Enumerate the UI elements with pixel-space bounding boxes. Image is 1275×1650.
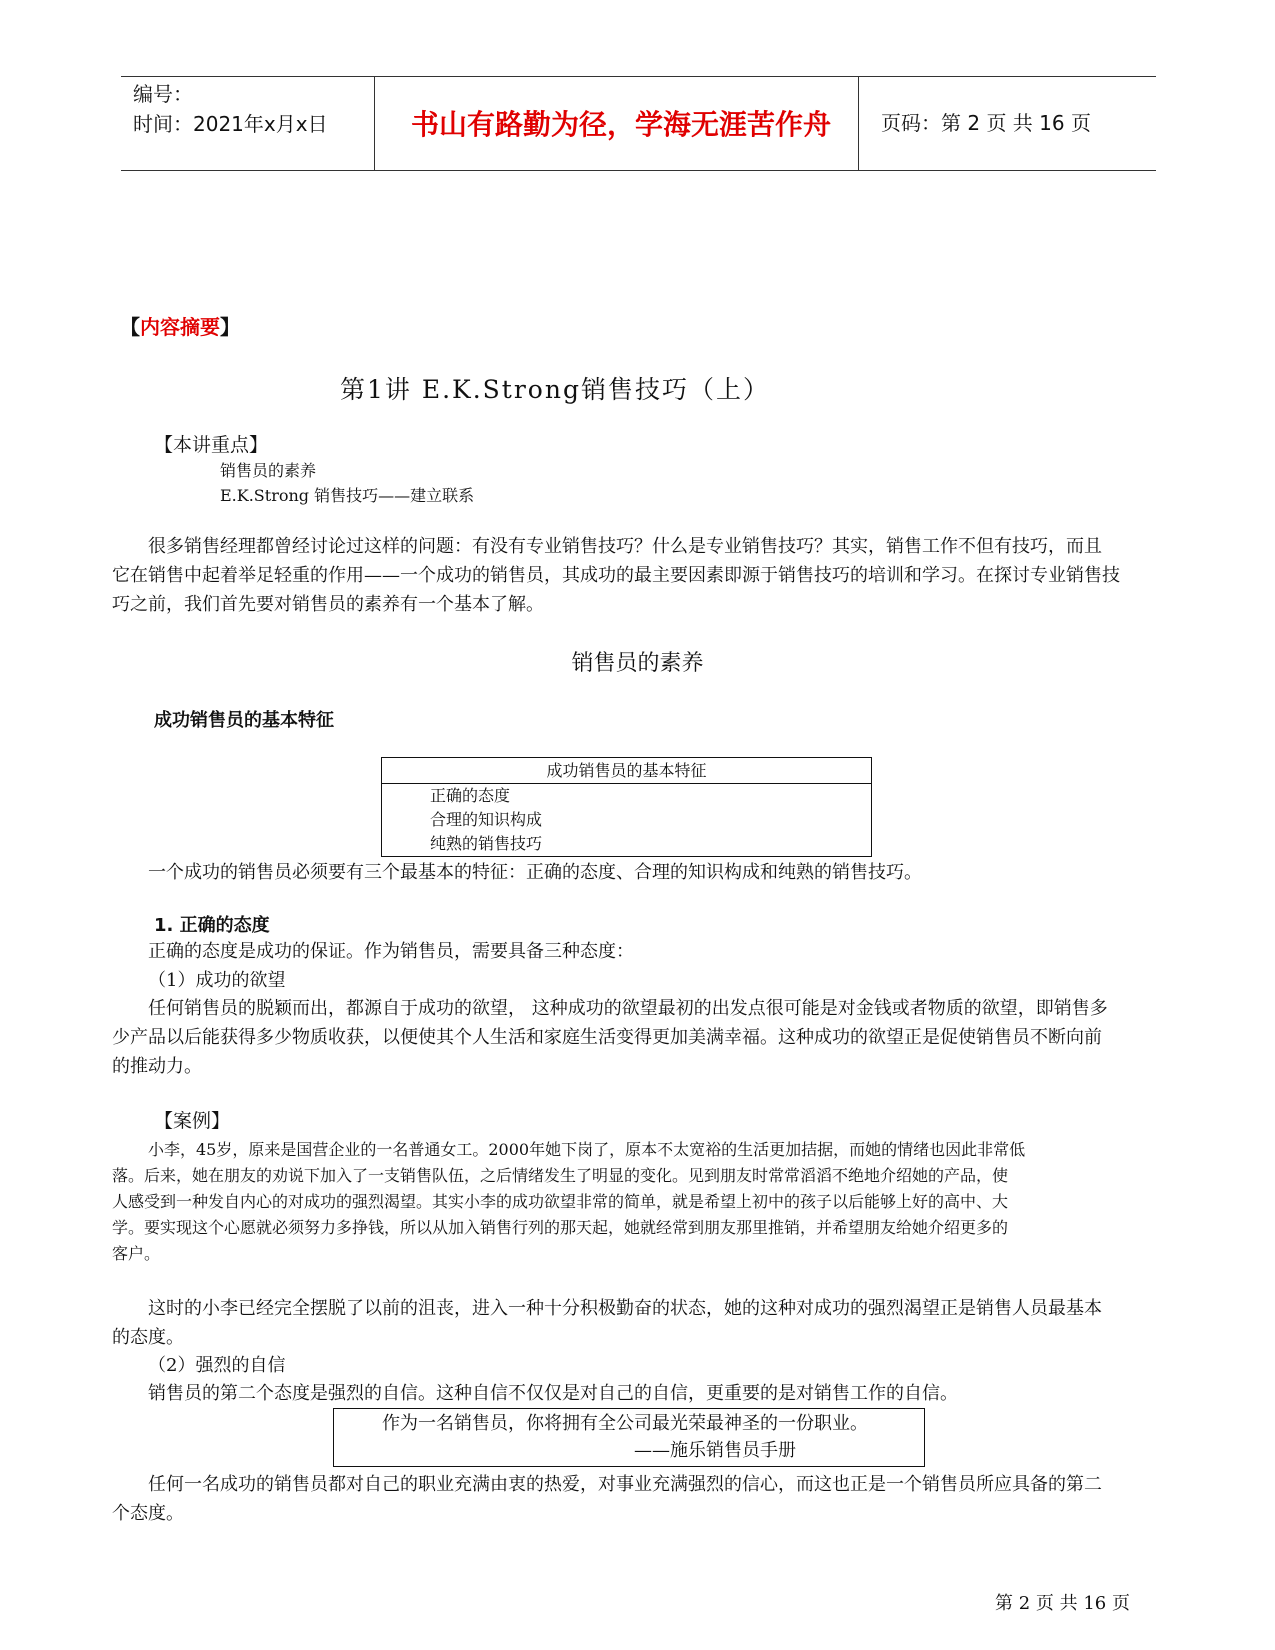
closing-line: 任何一名成功的销售员都对自己的职业充满由衷的热爱，对事业充满强烈的信心，而这也正是一个销售员所应具备的第二 xyxy=(148,1474,1102,1495)
desire-line: 任何销售员的脱颖而出，都源自于成功的欲望， 这种成功的欲望最初的出发点很可能是对金钱或者物质的欲望，即销售多 xyxy=(148,998,1108,1019)
desire-line: 的推动力。 xyxy=(112,1056,202,1077)
header-motto: 书山有路勤为径，学海无涯苦作舟 xyxy=(410,108,831,141)
header-divider xyxy=(374,77,375,170)
subsection-title: 成功销售员的基本特征 xyxy=(154,710,334,731)
header-time: 时间：2021年x月x日 xyxy=(133,112,328,136)
header-meta xyxy=(133,79,328,139)
intro-line: 巧之前，我们首先要对销售员的素养有一个基本了解。 xyxy=(112,594,544,615)
after-case-line: 的态度。 xyxy=(112,1327,184,1348)
focus-heading: 【本讲重点】 xyxy=(154,434,269,456)
case-line: 学。要实现这个心愿就必须努力多挣钱，所以从加入销售行列的那天起，她就经常到朋友那里推销，并希望朋友给她介绍更多的 xyxy=(112,1218,1009,1237)
case-line: 人感受到一种发自内心的对成功的强烈渴望。其实小李的成功欲望非常的简单，就是希望上初中的孩子以后能够上好的高中、大 xyxy=(112,1192,1009,1211)
section-title: 销售员的素养 xyxy=(571,651,704,676)
traits-box-item: 合理的知识构成 xyxy=(430,810,543,829)
quote-text: 作为一名销售员，你将拥有全公司最光荣最神圣的一份职业。 xyxy=(382,1413,868,1434)
closing-line: 个态度。 xyxy=(112,1503,184,1524)
after-case-line: 这时的小李已经完全摆脱了以前的沮丧，进入一种十分积极勤奋的状态，她的这种对成功的强烈渴望正是销售人员最基本 xyxy=(148,1298,1102,1319)
intro-line: 它在销售中起着举足轻重的作用——一个成功的销售员，其成功的最主要因素即源于销售技巧的培训和学习。在探讨专业销售技 xyxy=(112,565,1120,586)
attitude-item-2: （2）强烈的自信 xyxy=(148,1355,286,1376)
traits-box-item: 正确的态度 xyxy=(430,786,511,805)
focus-item: 销售员的素养 xyxy=(220,461,317,480)
traits-box xyxy=(381,757,872,857)
header-number: 编号： xyxy=(133,82,193,106)
attitude-item-1: （1）成功的欲望 xyxy=(148,970,286,991)
header-page-number: 页码：第 2 页 共 16 页 xyxy=(881,111,1091,135)
quote-source: ——施乐销售员手册 xyxy=(634,1440,796,1461)
case-line: 客户。 xyxy=(112,1244,161,1263)
case-line: 落。后来，她在朋友的劝说下加入了一支销售队伍，之后情绪发生了明显的变化。见到朋友时常常滔滔不绝地介绍她的产品，使 xyxy=(112,1166,1009,1185)
focus-item: E.K.Strong 销售技巧——建立联系 xyxy=(220,486,475,505)
abstract-heading-text: 内容摘要 xyxy=(140,315,220,339)
traits-box-item: 纯熟的销售技巧 xyxy=(430,834,543,853)
abstract-heading: 【内容摘要】 xyxy=(120,315,240,339)
traits-summary: 一个成功的销售员必须要有三个最基本的特征：正确的态度、合理的知识构成和纯熟的销售技巧。 xyxy=(148,862,922,883)
page-footer: 第 2 页 共 16 页 xyxy=(995,1593,1130,1614)
case-heading: 【案例】 xyxy=(154,1110,231,1132)
traits-box-heading: 成功销售员的基本特征 xyxy=(382,758,871,784)
attitude-intro: 正确的态度是成功的保证。作为销售员，需要具备三种态度： xyxy=(148,941,634,962)
confidence-intro: 销售员的第二个态度是强烈的自信。这种自信不仅仅是对自己的自信，更重要的是对销售工作的自信。 xyxy=(148,1383,958,1404)
header-divider xyxy=(858,77,859,170)
lecture-title: 第1讲 E.K.Strong销售技巧（上） xyxy=(340,375,770,404)
case-line: 小李，45岁，原来是国营企业的一名普通女工。2000年她下岗了，原本不太宽裕的生活更加拮据，而她的情绪也因此非常低 xyxy=(148,1140,1026,1159)
intro-line: 很多销售经理都曾经讨论过这样的问题：有没有专业销售技巧？什么是专业销售技巧？其实，销售工作不但有技巧，而且 xyxy=(148,536,1102,557)
page-header xyxy=(121,76,1156,171)
desire-line: 少产品以后能获得多少物质收获，以便使其个人生活和家庭生活变得更加美满幸福。这种成功的欲望正是促使销售员不断向前 xyxy=(112,1027,1102,1048)
attitude-heading: 1. 正确的态度 xyxy=(154,915,270,936)
quote-box xyxy=(333,1408,925,1467)
